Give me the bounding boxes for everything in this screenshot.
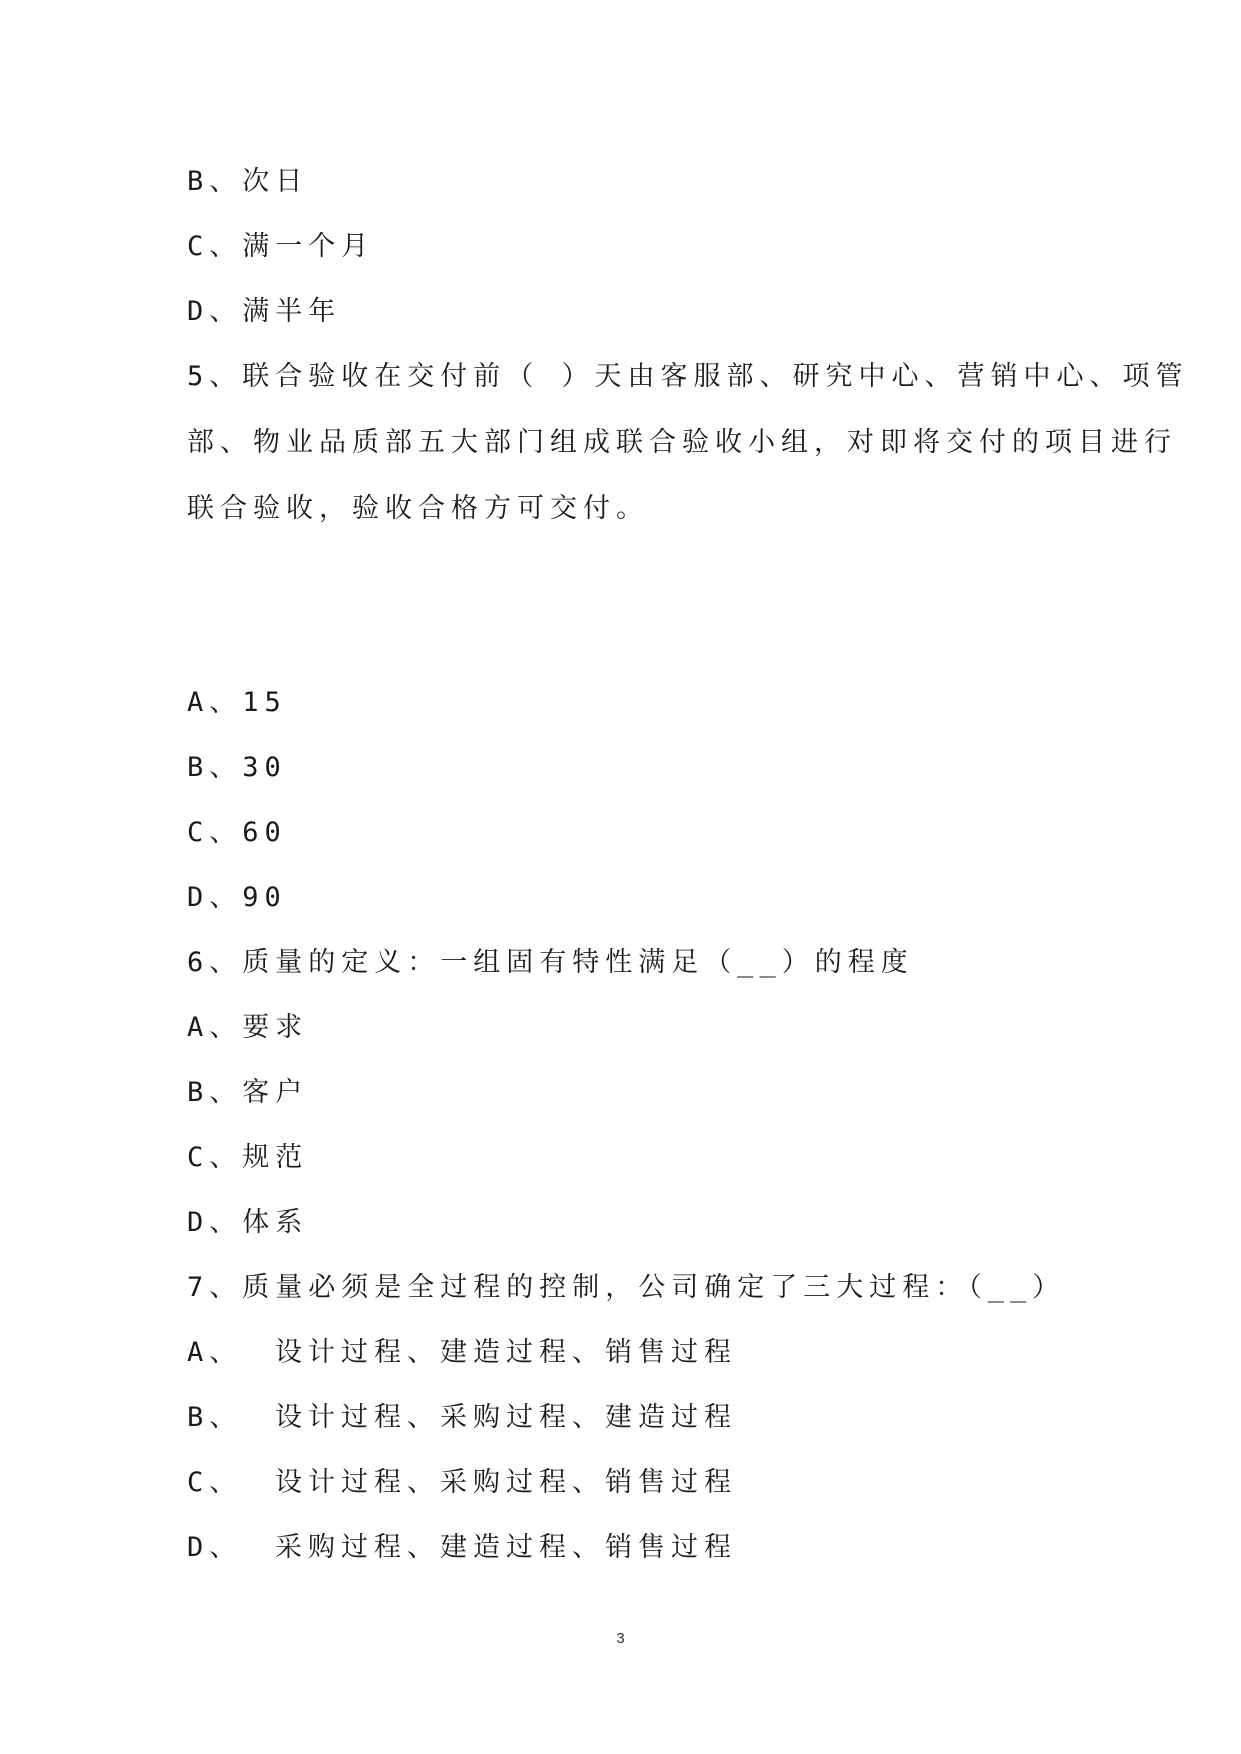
option-text: 60: [242, 817, 287, 848]
option-label: D、: [187, 1207, 243, 1238]
q6-option-d: [187, 1203, 1057, 1243]
option-text: 体系: [242, 1207, 309, 1238]
q4-option-c: [187, 227, 1057, 267]
option-label: A、: [187, 1012, 243, 1043]
option-label: C、: [187, 231, 243, 262]
option-text: 设计过程、建造过程、销售过程: [275, 1337, 737, 1368]
option-text: 设计过程、采购过程、销售过程: [275, 1467, 737, 1498]
option-text: 设计过程、采购过程、建造过程: [275, 1402, 737, 1433]
option-text: 客户: [242, 1077, 309, 1108]
q4-option-b: [187, 162, 1057, 202]
option-label: C、: [187, 1142, 243, 1173]
q5-question-line-2: 部、物业品质部五大部门组成联合验收小组，对即将交付的项目进行: [187, 427, 1177, 458]
q5-option-a: [187, 683, 1057, 723]
q6-option-c: [187, 1138, 1057, 1178]
option-label: C、: [187, 817, 243, 848]
option-label: D、: [187, 1532, 243, 1563]
q4-option-d: [187, 292, 1057, 332]
q5-option-c: [187, 813, 1057, 853]
q5-question-line-1: 5、联合验收在交付前（ ）天由客服部、研究中心、营销中心、项管: [187, 361, 1189, 392]
q7-option-a: [187, 1333, 1057, 1373]
q7-option-c: [187, 1463, 1057, 1503]
option-text: 次日: [242, 166, 309, 197]
option-label: D、: [187, 882, 243, 913]
option-text: 15: [242, 687, 287, 718]
option-label: B、: [187, 166, 243, 197]
q6-option-a: [187, 1008, 1057, 1048]
page-number: 3: [616, 1630, 625, 1647]
option-text: 要求: [242, 1012, 309, 1043]
option-text: 满一个月: [242, 231, 375, 262]
option-label: A、: [187, 687, 243, 718]
q5-question-line-3: 联合验收，验收合格方可交付。: [187, 493, 649, 524]
option-text: 90: [242, 882, 287, 913]
option-text: 规范: [242, 1142, 309, 1173]
option-label: B、: [187, 752, 243, 783]
q6-question: 6、质量的定义：一组固有特性满足（__）的程度: [187, 947, 914, 978]
q7-option-b: [187, 1398, 1057, 1438]
q5-option-d: [187, 878, 1057, 918]
option-text: 采购过程、建造过程、销售过程: [275, 1532, 737, 1563]
q7-option-d: [187, 1528, 1057, 1568]
option-label: B、: [187, 1402, 243, 1433]
option-text: 满半年: [242, 296, 342, 327]
q6-option-b: [187, 1073, 1057, 1113]
option-label: A、: [187, 1337, 243, 1368]
option-label: C、: [187, 1467, 243, 1498]
q5-option-b: [187, 748, 1057, 788]
option-label: D、: [187, 296, 243, 327]
option-label: B、: [187, 1077, 243, 1108]
option-text: 30: [242, 752, 287, 783]
q7-question: 7、质量必须是全过程的控制，公司确定了三大过程：（__）: [187, 1272, 1066, 1303]
